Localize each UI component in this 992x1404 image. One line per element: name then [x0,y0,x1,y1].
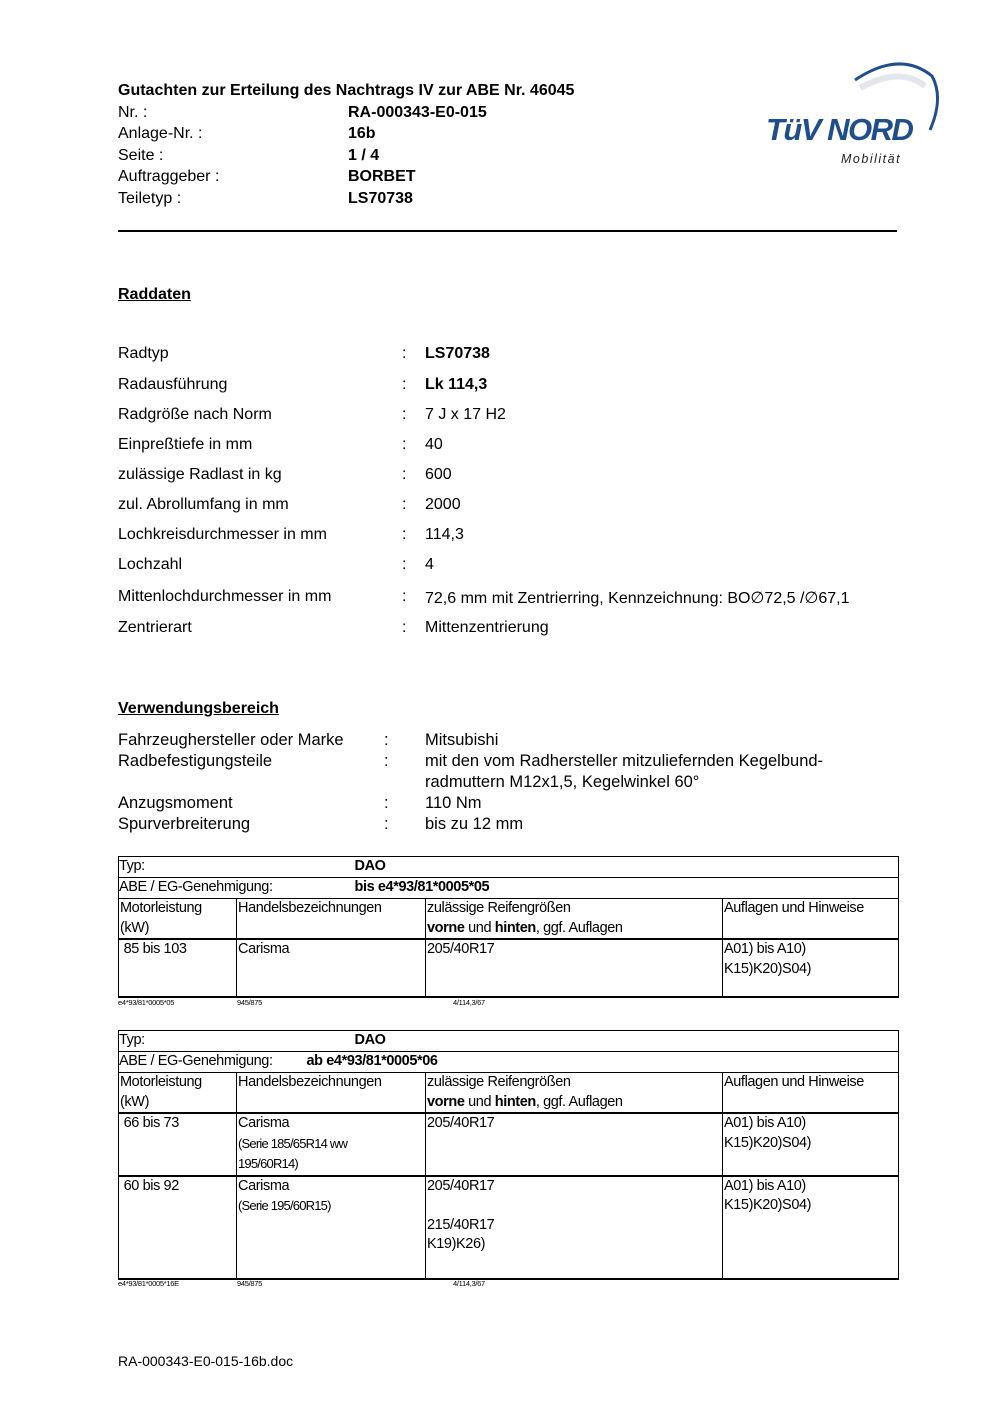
cell-kw [119,939,237,997]
table-row [119,939,899,997]
vehicle-table-2 [118,1030,899,1280]
cell-text: A01) bis A10) [724,941,806,957]
spec-value: 2000 [425,496,461,513]
header-label: Anlage-Nr. : [118,125,203,142]
colon: : [384,731,389,749]
cell-tyres [426,939,723,997]
cell-name [237,1176,426,1279]
colon: : [402,466,407,483]
table-row [119,1176,899,1279]
colon: : [402,526,407,543]
col-header-name [237,899,426,940]
use-value: Mitsubishi [425,731,499,749]
header-text: zulässige Reifengrößen [427,900,571,916]
table-row [119,1113,899,1176]
spec-value: Lk 114,3 [425,376,488,393]
colon: : [402,619,407,636]
header-field-nr [118,102,718,124]
spec-label: Radgröße nach Norm [118,406,272,423]
header-text: , ggf. Auflagen [535,919,623,936]
vehicle-table-1 [118,856,899,998]
header-value: RA-000343-E0-015 [348,103,487,121]
cell-text: Carisma [238,1177,290,1194]
spec-row [118,588,918,610]
cell-notes [723,1176,899,1279]
cell-kw [119,1113,237,1176]
cell-text: Carisma [238,1115,290,1131]
logo-wordmark: TüV NORD [766,112,913,147]
header-text: hinten [494,919,536,936]
col-header-kw [119,899,237,940]
colon: : [402,376,407,393]
spec-label: Radtyp [118,345,169,362]
colon: : [402,556,407,573]
col-header-notes [723,1073,899,1114]
cell-text: 205/40R17 [427,1115,495,1131]
header-text: vorne [427,1093,465,1110]
typ-row [119,1031,899,1052]
typ-label: Typ: [119,1032,145,1048]
colon: : [402,588,407,605]
header-value: LS70738 [348,189,413,207]
cell-kw [119,1176,237,1279]
cell-text: (Serie 185/65R14 ww [238,1135,348,1151]
header-label: Seite : [118,146,164,164]
header-field-anlage [118,123,718,145]
typ-value: DAO [354,1032,386,1048]
cell-text: 205/40R17 [427,941,495,957]
use-value: radmuttern M12x1,5, Kegelwinkel 60° [425,773,700,791]
table1-footnote-3: 4/114,3/67 [453,998,485,1007]
abe-label: ABE / EG-Genehmigung: [119,1053,273,1069]
colon: : [402,436,407,453]
header-field-auftraggeber [118,166,718,188]
cell-text: Carisma [238,941,290,957]
spec-row [118,436,918,458]
raddaten-title: Raddaten [118,286,191,303]
use-label: Radbefestigungsteile [118,752,273,770]
cell-notes [723,1113,899,1176]
typ-label: Typ: [119,858,145,874]
header-text: (kW) [120,1093,149,1110]
cell-text: K19)K26) [427,1236,486,1252]
spec-row [118,345,918,367]
cell-text: K15)K20)S04) [724,1197,812,1213]
spec-label: Einpreßtiefe in mm [118,436,253,453]
spec-value: LS70738 [425,345,490,362]
table1-footnote-2: 945/875 [237,998,263,1007]
spec-value: 7 J x 17 H2 [425,406,506,423]
header-text: Auflagen und Hinweise [724,1074,864,1090]
colon: : [384,752,389,770]
use-label: Anzugsmoment [118,794,233,812]
header-value: BORBET [348,168,416,185]
verwendung-title: Verwendungsbereich [118,700,279,717]
header-value: 1 / 4 [348,146,380,164]
spec-row [118,556,918,578]
header-text: Motorleistung [120,900,202,916]
spec-label: Radausführung [118,376,228,393]
spec-value: 4 [425,556,434,573]
table-header-row [119,899,899,940]
use-label: Fahrzeughersteller oder Marke [118,731,344,749]
cell-tyres [426,1176,723,1279]
spec-label: Zentrierart [118,619,192,636]
cell-text: 60 bis 92 [120,1177,179,1194]
typ-row [119,857,899,878]
header-text: und [464,1093,495,1110]
header-text: hinten [494,1093,536,1110]
header-field-teiletyp [118,188,718,210]
spec-value: Mittenzentrierung [425,619,549,636]
header-text: Auflagen und Hinweise [724,900,864,916]
typ-value: DAO [354,858,386,874]
cell-tyres [426,1113,723,1176]
table2-footnote-2: 945/875 [237,1279,263,1288]
col-header-tyres [426,1073,723,1114]
spec-row [118,526,918,548]
spec-label: Lochkreisdurchmesser in mm [118,526,327,543]
abe-row [119,878,899,899]
colon: : [402,345,407,362]
table-header-row [119,1073,899,1114]
use-value: bis zu 12 mm [425,815,524,833]
spec-row [118,496,918,518]
use-value: 110 Nm [425,794,482,812]
spec-value: 114,3 [425,526,464,543]
cell-text: 215/40R17 [427,1216,495,1233]
tuv-nord-logo [760,58,945,173]
colon: : [402,406,407,423]
col-header-notes [723,899,899,940]
header-field-seite [118,145,718,167]
header-text: (kW) [120,919,149,936]
cell-name [237,939,426,997]
spec-label: zulässige Radlast in kg [118,466,282,483]
header-text: , ggf. Auflagen [535,1093,623,1110]
cell-text: 205/40R17 [427,1177,495,1194]
header-text: zulässige Reifengrößen [427,1074,571,1090]
cell-notes [723,939,899,997]
spec-row [118,466,918,488]
table2-footnote-1: e4*93/81*0005*16E [118,1279,179,1288]
abe-value: ab e4*93/81*0005*06 [306,1053,438,1069]
header-text: Motorleistung [120,1074,202,1090]
abe-row [119,1052,899,1073]
cell-text: (Serie 195/60R15) [238,1198,331,1213]
colon: : [384,815,389,833]
spec-label: zul. Abrollumfang in mm [118,496,289,513]
use-label: Spurverbreiterung [118,815,251,833]
col-header-kw [119,1073,237,1114]
header-label: Teiletyp : [118,189,182,207]
cell-text: A01) bis A10) [724,1115,806,1131]
spec-value: 40 [425,436,443,453]
cell-text: 66 bis 73 [120,1115,179,1131]
cell-text: 195/60R14) [238,1156,298,1171]
spec-row [118,376,918,398]
colon: : [384,794,389,812]
colon: : [402,496,407,513]
spec-row [118,619,918,641]
use-value: mit den vom Radhersteller mitzuliefernden Kegelbund- [425,752,824,770]
cell-text: K15)K20)S04) [724,960,812,977]
spec-label: Lochzahl [118,556,183,573]
spec-row [118,406,918,428]
cell-text: A01) bis A10) [724,1177,806,1194]
document-filename: RA-000343-E0-015-16b.doc [118,1353,294,1369]
spec-value: 600 [425,466,452,483]
table1-footnote-1: e4*93/81*0005*05 [118,998,175,1007]
cell-text: K15)K20)S04) [724,1134,812,1151]
header-text: Handelsbezeichnungen [238,1074,382,1090]
logo-subtitle: Mobilität [841,152,902,166]
abe-label: ABE / EG-Genehmigung: [119,879,273,895]
col-header-name [237,1073,426,1114]
cell-name [237,1113,426,1176]
cell-text: 85 bis 103 [120,941,187,957]
table2-footnote-3: 4/114,3/67 [453,1279,485,1288]
col-header-tyres [426,899,723,940]
abe-value: bis e4*93/81*0005*05 [354,879,490,895]
document-title: Gutachten zur Erteilung des Nachtrags IV zur ABE Nr. 46045 [118,82,575,99]
header-text: vorne [427,919,465,936]
header-text: Handelsbezeichnungen [238,900,382,916]
header-text: und [464,919,495,936]
spec-value: 72,6 mm mit Zentrierring, Kennzeichnung: BO∅72,5 /∅67,1 [425,590,850,607]
document-header [118,80,718,209]
header-value: 16b [348,125,376,142]
header-label: Auftraggeber : [118,168,220,185]
header-label: Nr. : [118,103,148,121]
spec-label: Mittenlochdurchmesser in mm [118,588,332,605]
header-divider [118,230,897,232]
